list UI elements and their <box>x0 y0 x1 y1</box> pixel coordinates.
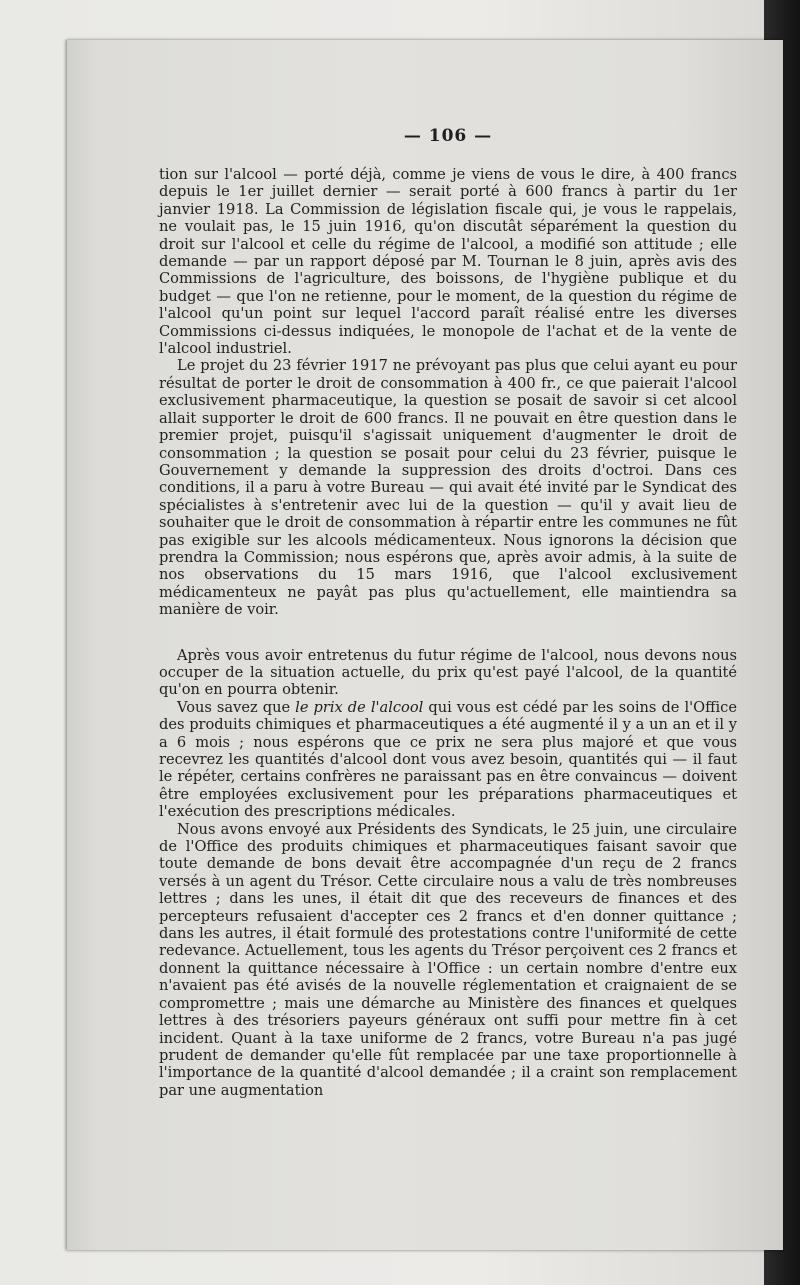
paragraph-4 <box>159 699 737 821</box>
book-page <box>66 40 783 1250</box>
paragraph-4-after: qui vous est cédé par les soins de l'Office des produits chimiques et pharmaceutiques a été augmenté il y a un an et il y a 6 mois ; nous espérons que ce prix ne sera plus majoré et que vous recevrez les quantités d'alcool dont vous avez besoin, quantités qui — il faut le répéter, certains confrères ne paraissant pas en être convaincus — doivent être employées exclusivement pour les préparations pharmaceutiques et l'exécution des prescriptions médicales. <box>159 698 737 821</box>
page-content <box>159 126 737 1099</box>
paragraph-3: Après vous avoir entretenus du futur régime de l'alcool, nous devons nous occuper de la situation actuelle, du prix qu'est payé l'alcool, de la quantité qu'on en pourra obtenir. <box>159 646 737 699</box>
paragraph-2: Le projet du 23 février 1917 ne prévoyant pas plus que celui ayant eu pour résultat de porter le droit de consommation à 400 fr., ce que paierait l'alcool exclusivement pharmaceutique, la question se posait de savoir si cet alcool allait supporter le droit de 600 francs. Il ne pouvait en être question dans le premier projet, puisqu'il s'agissait uniquement d'augmenter le droit de consommation ; la question se posait pour celui du 23 février, puisque le Gouvernement y demande la suppression des droits d'octroi. Dans ces conditions, il a paru à votre Bureau — qui avait été invité par le Syndicat des spécialistes à s'entretenir avec lui de la question — qu'il y avait lieu de souhaiter que le droit de consommation à répartir entre les communes ne fût pas exigible sur les alcools médicamenteux. Nous ignorons la décision que prendra la Commission; nous espérons que, après avoir admis, à la suite de nos observations du 15 mars 1916, que l'alcool exclusivement médicamenteux ne payât pas plus qu'actuellement, elle maintiendra sa manière de voir. <box>159 357 737 619</box>
paragraph-1: tion sur l'alcool — porté déjà, comme je viens de vous le dire, à 400 francs depuis le 1er juillet dernier — serait porté à 600 francs à partir du 1er janvier 1918. La Commission de législation fiscale qui, je vous le rappelais, ne voulait pas, le 15 juin 1916, qu'on discutât séparément la question du droit sur l'alcool et celle du régime de l'alcool, a modifié son attitude ; elle demande — par un rapport déposé par M. Tournan le 8 juin, après avis des Commissions de l'agriculture, des boissons, de l'hygiène publique et du budget — que l'on ne retienne, pour le moment, de la question du régime de l'alcool qu'un point sur lequel l'accord paraît réalisé entre les diverses Commissions ci-dessus indiquées, le monopole de l'achat et de la vente de l'alcool industriel. <box>159 166 737 358</box>
page-number: — 106 — <box>403 126 493 146</box>
paragraph-4-emphasis: le prix de l'alcool <box>295 698 424 716</box>
paragraph-5: Nous avons envoyé aux Présidents des Syndicats, le 25 juin, une circulaire de l'Office des produits chimiques et pharmaceutiques faisant savoir que toute demande de bons devait être accompagnée d'un reçu de 2 francs versés à un agent du Trésor. Cette circulaire nous a valu de très nombreuses lettres ; dans les unes, il était dit que des receveurs de finances et des percepteurs refusaient d'accepter ces 2 francs et d'en donner quittance ; dans les autres, il était formulé des protestations contre l'uniformité de cette redevance. Actuellement, tous les agents du Trésor perçoivent ces 2 francs et donnent la quittance nécessaire à l'Office : un certain nombre d'entre eux n'avaient pas été avisés de la nouvelle réglementation et craignaient de se compromettre ; mais une démarche au Ministère des finances et quelques lettres à des trésoriers payeurs généraux ont suffi pour mettre fin à cet incident. Quant à la taxe uniforme de 2 francs, votre Bureau n'a pas jugé prudent de demander qu'elle fût remplacée par une taxe proportionnelle à l'importance de la quantité d'alcool demandée ; il a craint son remplacement par une augmentation <box>159 820 737 1099</box>
paragraph-4-before: Vous savez que <box>177 698 296 716</box>
